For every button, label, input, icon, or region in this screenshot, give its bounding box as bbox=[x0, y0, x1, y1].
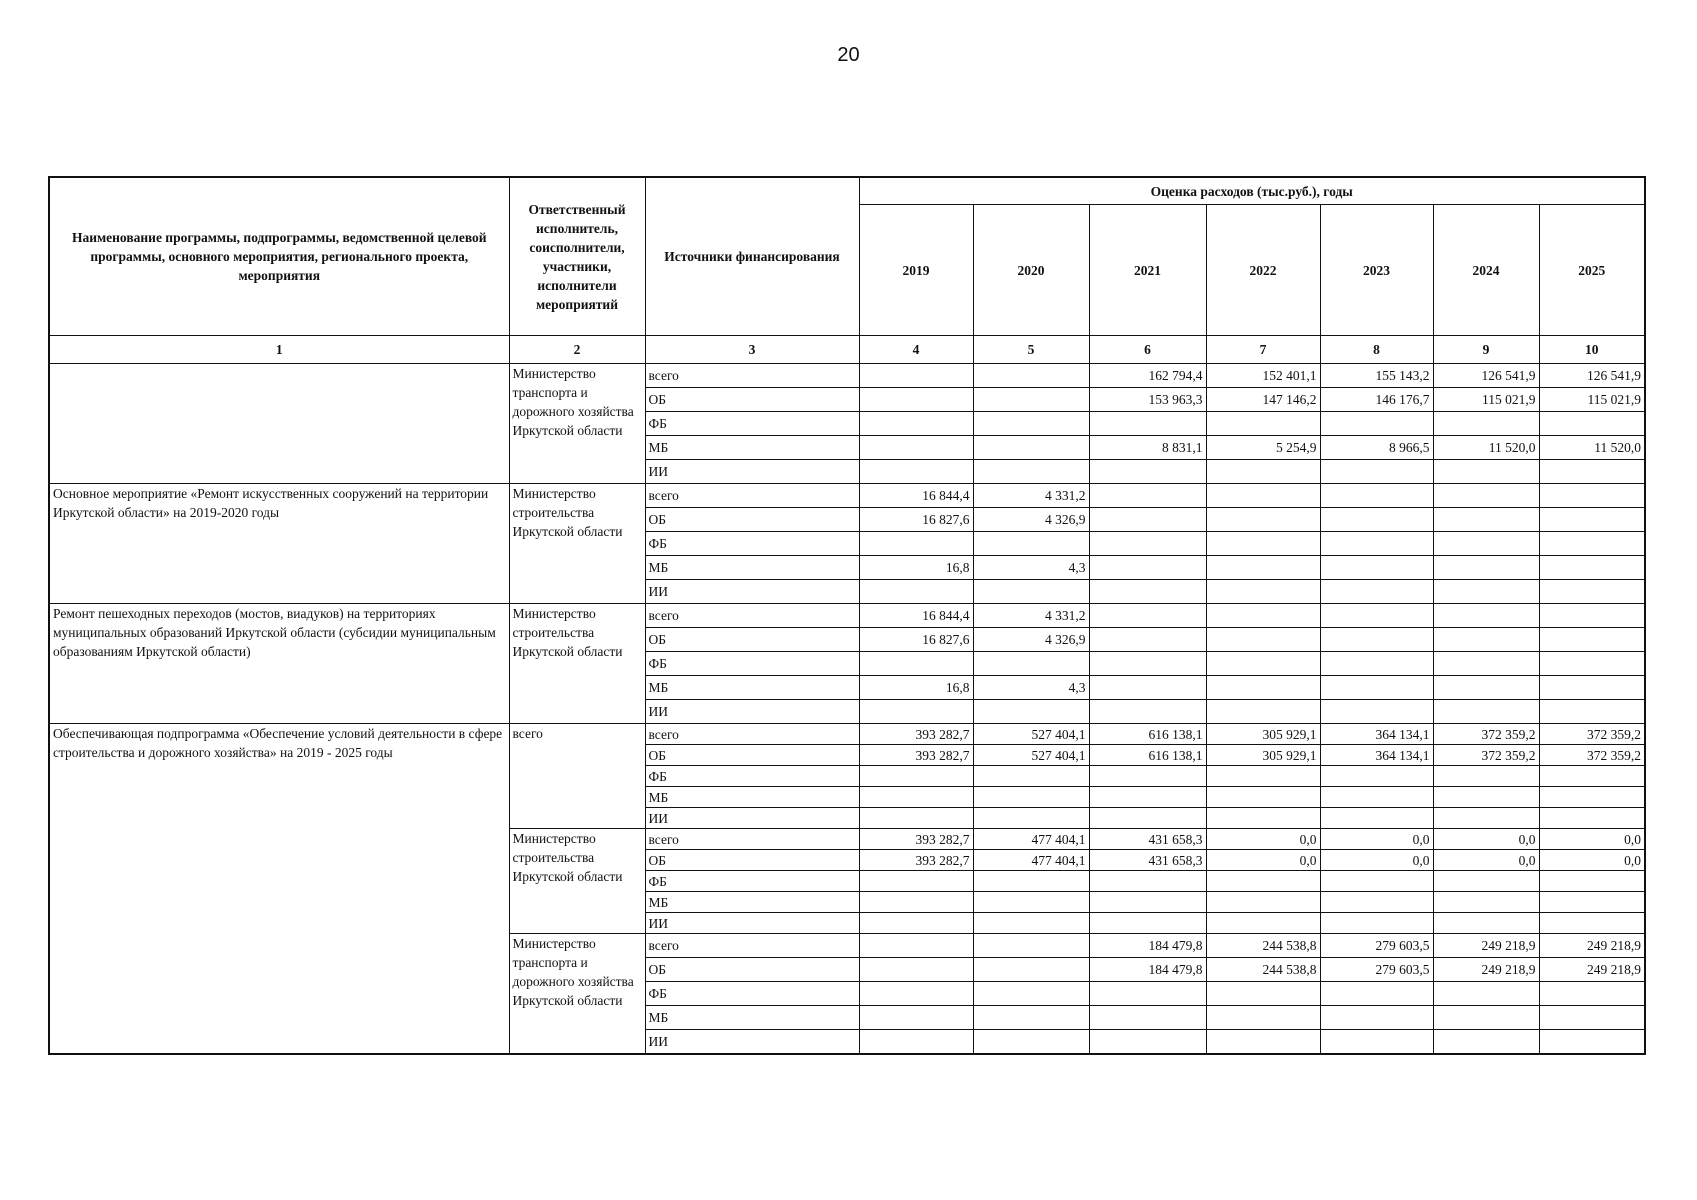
header-responsible: Ответственный исполнитель, соисполнители, участники, исполнители мероприятий bbox=[509, 177, 645, 336]
funding-source-cell: ИИ bbox=[645, 700, 859, 724]
expenditure-value-cell bbox=[1206, 982, 1320, 1006]
column-number: 9 bbox=[1433, 336, 1539, 364]
expenditure-value-cell bbox=[1089, 652, 1206, 676]
expenditure-value-cell: 0,0 bbox=[1320, 850, 1433, 871]
expenditure-value-cell bbox=[1089, 766, 1206, 787]
expenditure-value-cell bbox=[1539, 913, 1645, 934]
program-name-cell: Основное мероприятие «Ремонт искусственных сооружений на территории Иркутской области» на 2019-2020 годы bbox=[49, 484, 509, 604]
expenditure-value-cell: 616 138,1 bbox=[1089, 745, 1206, 766]
expenditure-value-cell bbox=[1089, 913, 1206, 934]
funding-source-cell: МБ bbox=[645, 787, 859, 808]
header-name: Наименование программы, подпрограммы, ведомственной целевой программы, основного мероприятия, регионального проекта, мероприятия bbox=[49, 177, 509, 336]
funding-source-cell: всего bbox=[645, 484, 859, 508]
expenditure-value-cell: 616 138,1 bbox=[1089, 724, 1206, 745]
header-year: 2021 bbox=[1089, 205, 1206, 336]
expenditure-value-cell bbox=[1206, 412, 1320, 436]
expenditure-value-cell bbox=[973, 364, 1089, 388]
expenditure-value-cell: 4,3 bbox=[973, 676, 1089, 700]
funding-source-cell: ИИ bbox=[645, 1030, 859, 1054]
expenditure-value-cell bbox=[1433, 676, 1539, 700]
expenditure-value-cell bbox=[1089, 532, 1206, 556]
expenditure-value-cell bbox=[1320, 508, 1433, 532]
column-number: 1 bbox=[49, 336, 509, 364]
funding-source-cell: ОБ bbox=[645, 958, 859, 982]
expenditure-value-cell: 115 021,9 bbox=[1539, 388, 1645, 412]
expenditure-value-cell: 11 520,0 bbox=[1539, 436, 1645, 460]
expenditure-value-cell bbox=[1539, 700, 1645, 724]
expenditure-value-cell bbox=[1433, 1006, 1539, 1030]
expenditure-value-cell bbox=[859, 892, 973, 913]
expenditure-value-cell: 477 404,1 bbox=[973, 829, 1089, 850]
expenditure-value-cell bbox=[1089, 700, 1206, 724]
expenditure-value-cell: 393 282,7 bbox=[859, 745, 973, 766]
expenditure-value-cell: 4 331,2 bbox=[973, 484, 1089, 508]
expenditure-value-cell: 393 282,7 bbox=[859, 850, 973, 871]
expenditure-value-cell: 527 404,1 bbox=[973, 724, 1089, 745]
expenditure-value-cell: 0,0 bbox=[1433, 850, 1539, 871]
expenditure-value-cell bbox=[1320, 460, 1433, 484]
expenditure-value-cell: 0,0 bbox=[1320, 829, 1433, 850]
expenditure-value-cell bbox=[1433, 1030, 1539, 1054]
expenditure-value-cell bbox=[1206, 580, 1320, 604]
expenditure-value-cell: 8 966,5 bbox=[1320, 436, 1433, 460]
funding-source-cell: МБ bbox=[645, 892, 859, 913]
funding-source-cell: ОБ bbox=[645, 745, 859, 766]
expenditure-value-cell bbox=[1320, 1006, 1433, 1030]
expenditure-value-cell bbox=[973, 1030, 1089, 1054]
expenditure-value-cell: 249 218,9 bbox=[1539, 934, 1645, 958]
expenditure-value-cell bbox=[1206, 892, 1320, 913]
expenditure-value-cell: 0,0 bbox=[1206, 829, 1320, 850]
expenditure-value-cell bbox=[1539, 652, 1645, 676]
expenditure-value-cell: 0,0 bbox=[1539, 850, 1645, 871]
expenditure-value-cell bbox=[973, 460, 1089, 484]
table-row bbox=[49, 364, 1645, 388]
expenditure-value-cell: 372 359,2 bbox=[1539, 724, 1645, 745]
expenditure-value-cell: 11 520,0 bbox=[1433, 436, 1539, 460]
expenditure-value-cell bbox=[1089, 580, 1206, 604]
expenditure-value-cell bbox=[1433, 484, 1539, 508]
expenditure-value-cell bbox=[1089, 1006, 1206, 1030]
column-number: 7 bbox=[1206, 336, 1320, 364]
header-year: 2022 bbox=[1206, 205, 1320, 336]
expenditure-value-cell bbox=[859, 460, 973, 484]
expenditure-value-cell bbox=[1433, 580, 1539, 604]
table-row bbox=[49, 724, 1645, 745]
funding-source-cell: ФБ bbox=[645, 982, 859, 1006]
expenditure-value-cell bbox=[1539, 628, 1645, 652]
expenditure-value-cell bbox=[1539, 982, 1645, 1006]
header-source: Источники финансирования bbox=[645, 177, 859, 336]
expenditure-value-cell bbox=[1433, 871, 1539, 892]
expenditure-value-cell: 372 359,2 bbox=[1433, 724, 1539, 745]
expenditure-value-cell: 305 929,1 bbox=[1206, 745, 1320, 766]
expenditure-value-cell bbox=[1433, 412, 1539, 436]
expenditure-value-cell bbox=[1206, 808, 1320, 829]
expenditure-value-cell bbox=[859, 436, 973, 460]
page-number: 20 bbox=[837, 44, 860, 66]
header-expenditure-group: Оценка расходов (тыс.руб.), годы bbox=[859, 177, 1645, 205]
expenditure-value-cell bbox=[1433, 766, 1539, 787]
funding-source-cell: ИИ bbox=[645, 460, 859, 484]
responsible-cell: Министерство строительства Иркутской области bbox=[509, 604, 645, 724]
expenditure-value-cell: 4 331,2 bbox=[973, 604, 1089, 628]
expenditure-value-cell bbox=[1320, 412, 1433, 436]
funding-source-cell: МБ bbox=[645, 436, 859, 460]
program-name-cell: Обеспечивающая подпрограмма «Обеспечение условий деятельности в сфере строительства и дорожного хозяйства» на 2019 - 2025 годы bbox=[49, 724, 509, 1054]
expenditure-value-cell bbox=[1539, 808, 1645, 829]
expenditure-value-cell: 155 143,2 bbox=[1320, 364, 1433, 388]
expenditure-value-cell bbox=[973, 580, 1089, 604]
expenditure-value-cell: 249 218,9 bbox=[1539, 958, 1645, 982]
funding-source-cell: всего bbox=[645, 724, 859, 745]
expenditure-value-cell bbox=[859, 532, 973, 556]
expenditure-value-cell: 16,8 bbox=[859, 556, 973, 580]
table-body bbox=[49, 364, 1645, 1054]
funding-source-cell: ФБ bbox=[645, 871, 859, 892]
expenditure-value-cell: 0,0 bbox=[1206, 850, 1320, 871]
expenditure-value-cell bbox=[1089, 676, 1206, 700]
expenditure-value-cell bbox=[1539, 892, 1645, 913]
expenditure-value-cell: 4 326,9 bbox=[973, 628, 1089, 652]
expenditure-value-cell bbox=[1206, 484, 1320, 508]
expenditure-value-cell bbox=[1539, 412, 1645, 436]
expenditure-value-cell bbox=[1433, 982, 1539, 1006]
expenditure-value-cell: 184 479,8 bbox=[1089, 934, 1206, 958]
header-year: 2025 bbox=[1539, 205, 1645, 336]
expenditure-value-cell bbox=[1089, 412, 1206, 436]
expenditure-value-cell bbox=[973, 766, 1089, 787]
responsible-cell: Министерство строительства Иркутской области bbox=[509, 484, 645, 604]
expenditure-value-cell bbox=[1089, 892, 1206, 913]
expenditure-value-cell bbox=[1320, 676, 1433, 700]
expenditure-value-cell bbox=[1089, 628, 1206, 652]
expenditure-value-cell bbox=[1089, 1030, 1206, 1054]
expenditure-value-cell bbox=[1206, 508, 1320, 532]
expenditure-value-cell: 146 176,7 bbox=[1320, 388, 1433, 412]
expenditure-value-cell bbox=[1206, 766, 1320, 787]
funding-source-cell: всего bbox=[645, 604, 859, 628]
expenditure-value-cell bbox=[1433, 892, 1539, 913]
expenditure-value-cell: 153 963,3 bbox=[1089, 388, 1206, 412]
expenditure-value-cell bbox=[973, 808, 1089, 829]
expenditure-value-cell bbox=[1433, 532, 1539, 556]
expenditure-value-cell: 372 359,2 bbox=[1433, 745, 1539, 766]
expenditure-value-cell bbox=[1206, 556, 1320, 580]
expenditure-value-cell bbox=[859, 652, 973, 676]
expenditure-value-cell: 279 603,5 bbox=[1320, 934, 1433, 958]
expenditure-value-cell bbox=[1320, 532, 1433, 556]
expenditure-value-cell bbox=[859, 958, 973, 982]
expenditure-value-cell bbox=[973, 388, 1089, 412]
column-number: 6 bbox=[1089, 336, 1206, 364]
expenditure-value-cell bbox=[1206, 532, 1320, 556]
funding-source-cell: ИИ bbox=[645, 808, 859, 829]
responsible-cell: Министерство транспорта и дорожного хозяйства Иркутской области bbox=[509, 934, 645, 1054]
funding-source-cell: ФБ bbox=[645, 766, 859, 787]
column-number: 4 bbox=[859, 336, 973, 364]
expenditure-value-cell: 16 827,6 bbox=[859, 508, 973, 532]
expenditure-value-cell bbox=[1539, 1006, 1645, 1030]
funding-source-cell: ФБ bbox=[645, 412, 859, 436]
expenditure-value-cell bbox=[1539, 484, 1645, 508]
expenditure-value-cell: 393 282,7 bbox=[859, 829, 973, 850]
expenditure-value-cell: 0,0 bbox=[1433, 829, 1539, 850]
expenditure-value-cell bbox=[1320, 556, 1433, 580]
expenditure-value-cell bbox=[1539, 556, 1645, 580]
expenditure-value-cell: 184 479,8 bbox=[1089, 958, 1206, 982]
expenditure-value-cell bbox=[973, 892, 1089, 913]
expenditure-value-cell: 115 021,9 bbox=[1433, 388, 1539, 412]
expenditure-value-cell: 431 658,3 bbox=[1089, 829, 1206, 850]
expenditure-value-cell bbox=[973, 412, 1089, 436]
expenditure-value-cell: 249 218,9 bbox=[1433, 958, 1539, 982]
expenditure-value-cell: 279 603,5 bbox=[1320, 958, 1433, 982]
expenditure-value-cell: 16 844,4 bbox=[859, 604, 973, 628]
expenditure-value-cell bbox=[859, 412, 973, 436]
expenditure-value-cell: 527 404,1 bbox=[973, 745, 1089, 766]
expenditure-value-cell: 0,0 bbox=[1539, 829, 1645, 850]
expenditure-value-cell bbox=[973, 871, 1089, 892]
expenditure-value-cell bbox=[1433, 556, 1539, 580]
expenditure-value-cell bbox=[1320, 766, 1433, 787]
expenditure-value-cell bbox=[1089, 556, 1206, 580]
expenditure-value-cell bbox=[1539, 1030, 1645, 1054]
expenditure-value-cell: 16 827,6 bbox=[859, 628, 973, 652]
expenditure-value-cell bbox=[1539, 460, 1645, 484]
program-name-cell bbox=[49, 364, 509, 484]
expenditure-value-cell bbox=[859, 364, 973, 388]
table-row bbox=[49, 604, 1645, 628]
funding-source-cell: ОБ bbox=[645, 628, 859, 652]
expenditure-value-cell bbox=[1320, 982, 1433, 1006]
expenditure-value-cell bbox=[1206, 676, 1320, 700]
expenditure-value-cell bbox=[859, 982, 973, 1006]
expenditure-value-cell bbox=[1433, 700, 1539, 724]
expenditure-value-cell: 16,8 bbox=[859, 676, 973, 700]
responsible-cell: Министерство строительства Иркутской области bbox=[509, 829, 645, 934]
funding-source-cell: ОБ bbox=[645, 850, 859, 871]
responsible-cell: всего bbox=[509, 724, 645, 829]
funding-source-cell: всего bbox=[645, 364, 859, 388]
expenditure-value-cell: 5 254,9 bbox=[1206, 436, 1320, 460]
expenditure-value-cell bbox=[859, 766, 973, 787]
expenditure-value-cell bbox=[1089, 460, 1206, 484]
expenditure-value-cell bbox=[1433, 460, 1539, 484]
expenditure-value-cell bbox=[1089, 982, 1206, 1006]
expenditure-value-cell bbox=[1320, 484, 1433, 508]
expenditure-value-cell bbox=[1320, 808, 1433, 829]
funding-source-cell: ИИ bbox=[645, 913, 859, 934]
funding-source-cell: всего bbox=[645, 934, 859, 958]
expenditure-value-cell: 431 658,3 bbox=[1089, 850, 1206, 871]
expenditure-value-cell: 4 326,9 bbox=[973, 508, 1089, 532]
expenditure-value-cell bbox=[1433, 808, 1539, 829]
expenditure-value-cell bbox=[859, 1006, 973, 1030]
expenditure-value-cell bbox=[973, 787, 1089, 808]
expenditure-value-cell bbox=[1206, 1006, 1320, 1030]
program-name-cell: Ремонт пешеходных переходов (мостов, виадуков) на территориях муниципальных образований Иркутской области (субсидии муниципальным образованиям Иркутской области) bbox=[49, 604, 509, 724]
expenditure-value-cell bbox=[1539, 787, 1645, 808]
expenditure-value-cell: 147 146,2 bbox=[1206, 388, 1320, 412]
funding-source-cell: ОБ bbox=[645, 508, 859, 532]
expenditure-value-cell bbox=[973, 913, 1089, 934]
column-number: 3 bbox=[645, 336, 859, 364]
expenditure-value-cell bbox=[1089, 508, 1206, 532]
expenditure-value-cell bbox=[973, 532, 1089, 556]
expenditure-value-cell bbox=[1433, 628, 1539, 652]
expenditure-value-cell bbox=[1539, 604, 1645, 628]
expenditure-value-cell: 393 282,7 bbox=[859, 724, 973, 745]
expenditure-value-cell: 162 794,4 bbox=[1089, 364, 1206, 388]
expenditure-value-cell: 4,3 bbox=[973, 556, 1089, 580]
header-year: 2024 bbox=[1433, 205, 1539, 336]
expenditure-value-cell bbox=[973, 652, 1089, 676]
expenditure-value-cell bbox=[1206, 628, 1320, 652]
expenditure-value-cell bbox=[1206, 913, 1320, 934]
expenditure-value-cell bbox=[1433, 787, 1539, 808]
expenditure-value-cell: 249 218,9 bbox=[1433, 934, 1539, 958]
expenditure-value-cell bbox=[1320, 1030, 1433, 1054]
expenditure-value-cell bbox=[973, 958, 1089, 982]
expenditure-value-cell bbox=[1320, 604, 1433, 628]
expenditure-value-cell bbox=[1539, 766, 1645, 787]
expenditure-value-cell bbox=[859, 580, 973, 604]
expenditure-value-cell bbox=[1539, 676, 1645, 700]
expenditure-value-cell bbox=[1206, 1030, 1320, 1054]
expenditure-value-cell bbox=[973, 1006, 1089, 1030]
column-number: 2 bbox=[509, 336, 645, 364]
expenditure-value-cell bbox=[859, 388, 973, 412]
expenditure-value-cell bbox=[1089, 484, 1206, 508]
expenditure-value-cell bbox=[1320, 892, 1433, 913]
expenditure-value-cell bbox=[859, 871, 973, 892]
expenditure-value-cell bbox=[1206, 460, 1320, 484]
expenditure-value-cell: 152 401,1 bbox=[1206, 364, 1320, 388]
funding-source-cell: МБ bbox=[645, 1006, 859, 1030]
expenditure-value-cell bbox=[859, 808, 973, 829]
column-number: 8 bbox=[1320, 336, 1433, 364]
expenditure-value-cell bbox=[859, 700, 973, 724]
expenditure-value-cell bbox=[1320, 913, 1433, 934]
expenditure-value-cell bbox=[1206, 700, 1320, 724]
funding-source-cell: всего bbox=[645, 829, 859, 850]
expenditure-value-cell bbox=[1433, 508, 1539, 532]
column-number: 10 bbox=[1539, 336, 1645, 364]
expenditure-value-cell bbox=[973, 982, 1089, 1006]
expenditure-value-cell bbox=[859, 787, 973, 808]
expenditure-value-cell bbox=[1089, 604, 1206, 628]
expenditure-value-cell bbox=[973, 700, 1089, 724]
funding-source-cell: ФБ bbox=[645, 652, 859, 676]
expenditure-value-cell: 244 538,8 bbox=[1206, 934, 1320, 958]
expenditure-value-cell bbox=[1206, 604, 1320, 628]
expenditure-table bbox=[48, 176, 1646, 1055]
expenditure-value-cell bbox=[1089, 871, 1206, 892]
expenditure-value-cell bbox=[1539, 508, 1645, 532]
expenditure-value-cell bbox=[859, 913, 973, 934]
expenditure-value-cell: 126 541,9 bbox=[1433, 364, 1539, 388]
expenditure-value-cell bbox=[1539, 580, 1645, 604]
expenditure-value-cell bbox=[1206, 871, 1320, 892]
expenditure-value-cell bbox=[1320, 871, 1433, 892]
funding-source-cell: ИИ bbox=[645, 580, 859, 604]
expenditure-value-cell: 477 404,1 bbox=[973, 850, 1089, 871]
expenditure-value-cell bbox=[1320, 580, 1433, 604]
expenditure-value-cell bbox=[1320, 700, 1433, 724]
expenditure-value-cell bbox=[1206, 652, 1320, 676]
expenditure-value-cell bbox=[859, 1030, 973, 1054]
expenditure-value-cell bbox=[1320, 652, 1433, 676]
header-year: 2023 bbox=[1320, 205, 1433, 336]
table-row bbox=[49, 484, 1645, 508]
expenditure-value-cell: 126 541,9 bbox=[1539, 364, 1645, 388]
header-year: 2020 bbox=[973, 205, 1089, 336]
expenditure-value-cell bbox=[973, 436, 1089, 460]
funding-source-cell: ОБ bbox=[645, 388, 859, 412]
expenditure-value-cell: 16 844,4 bbox=[859, 484, 973, 508]
expenditure-value-cell bbox=[859, 934, 973, 958]
expenditure-value-cell bbox=[1320, 787, 1433, 808]
expenditure-value-cell bbox=[1206, 787, 1320, 808]
expenditure-value-cell bbox=[1433, 604, 1539, 628]
expenditure-value-cell bbox=[1433, 652, 1539, 676]
expenditure-value-cell bbox=[973, 934, 1089, 958]
expenditure-value-cell: 364 134,1 bbox=[1320, 724, 1433, 745]
expenditure-value-cell bbox=[1539, 871, 1645, 892]
funding-source-cell: МБ bbox=[645, 556, 859, 580]
expenditure-value-cell: 372 359,2 bbox=[1539, 745, 1645, 766]
header-year: 2019 bbox=[859, 205, 973, 336]
funding-source-cell: ФБ bbox=[645, 532, 859, 556]
expenditure-value-cell bbox=[1320, 628, 1433, 652]
expenditure-value-cell: 364 134,1 bbox=[1320, 745, 1433, 766]
expenditure-value-cell bbox=[1089, 787, 1206, 808]
expenditure-value-cell bbox=[1089, 808, 1206, 829]
expenditure-value-cell bbox=[1433, 913, 1539, 934]
expenditure-value-cell bbox=[1539, 532, 1645, 556]
expenditure-value-cell: 305 929,1 bbox=[1206, 724, 1320, 745]
column-number: 5 bbox=[973, 336, 1089, 364]
responsible-cell: Министерство транспорта и дорожного хозяйства Иркутской области bbox=[509, 364, 645, 484]
funding-source-cell: МБ bbox=[645, 676, 859, 700]
expenditure-value-cell: 8 831,1 bbox=[1089, 436, 1206, 460]
expenditure-value-cell: 244 538,8 bbox=[1206, 958, 1320, 982]
